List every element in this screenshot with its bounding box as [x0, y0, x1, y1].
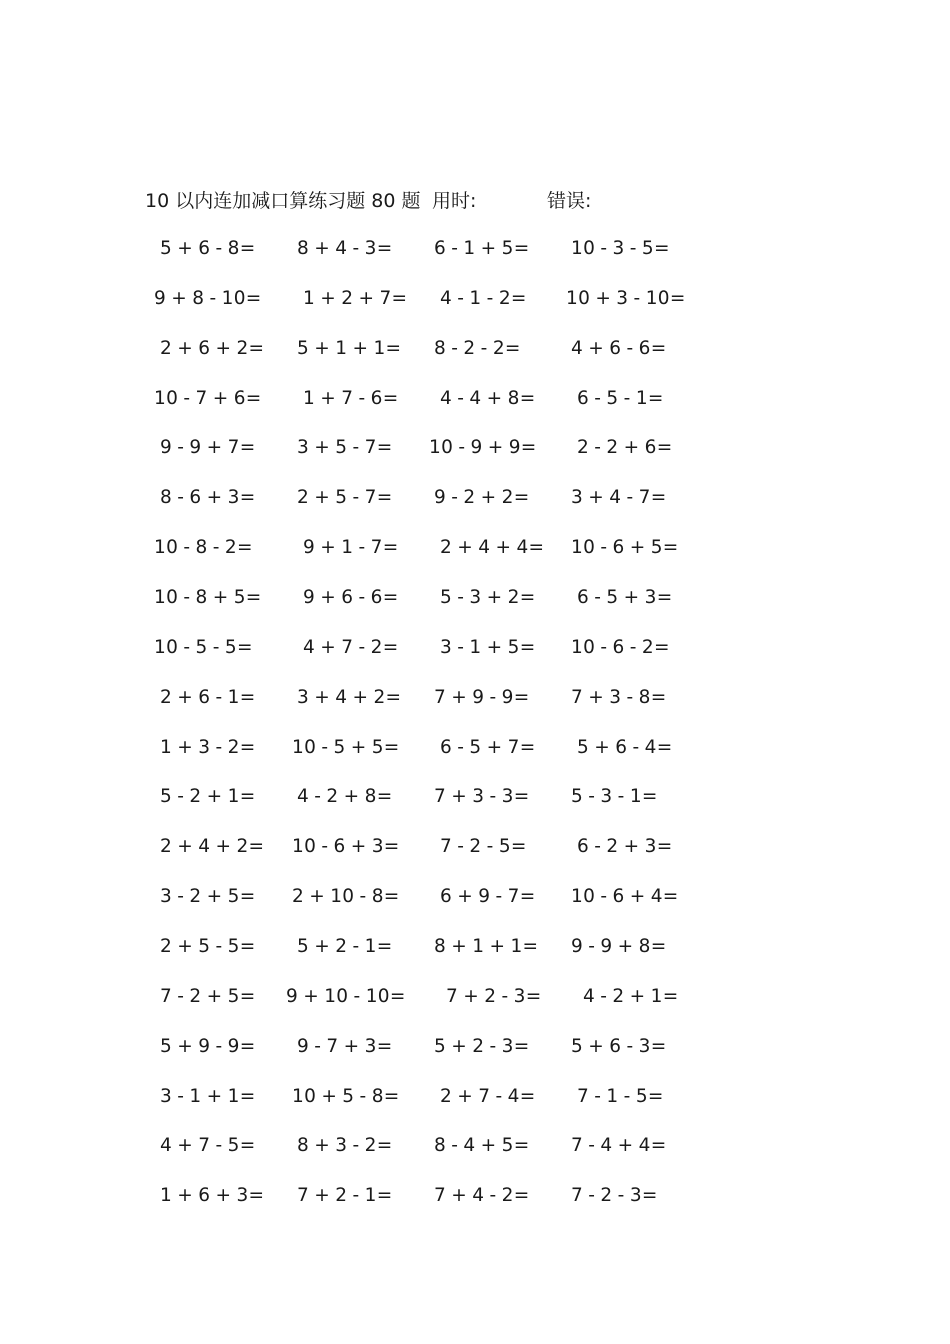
problem-r15-c4: 9 - 9 + 8=	[571, 935, 667, 957]
problem-r4-c3: 4 - 4 + 8=	[440, 387, 536, 409]
problem-r6-c3: 9 - 2 + 2=	[434, 487, 530, 509]
problem-r19-c3: 8 - 4 + 5=	[434, 1135, 530, 1157]
problem-r3-c4: 4 + 6 - 6=	[571, 337, 667, 359]
problem-r11-c2: 10 - 5 + 5=	[292, 736, 400, 758]
problem-r4-c2: 1 + 7 - 6=	[303, 387, 399, 409]
problem-r7-c3: 2 + 4 + 4=	[440, 537, 545, 559]
problem-r5-c3: 10 - 9 + 9=	[429, 437, 537, 459]
problem-r12-c4: 5 - 3 - 1=	[571, 786, 658, 808]
problem-r18-c4: 7 - 1 - 5=	[577, 1085, 664, 1107]
problem-r6-c2: 2 + 5 - 7=	[297, 487, 393, 509]
problem-r12-c2: 4 - 2 + 8=	[297, 786, 393, 808]
problem-r12-c1: 5 - 2 + 1=	[160, 786, 256, 808]
problem-r11-c3: 6 - 5 + 7=	[440, 736, 536, 758]
time-label: 用时:	[432, 190, 477, 212]
problem-r10-c1: 2 + 6 - 1=	[160, 686, 256, 708]
problem-r1-c4: 10 - 3 - 5=	[571, 238, 670, 259]
problem-r20-c2: 7 + 2 - 1=	[297, 1185, 393, 1207]
problem-r19-c1: 4 + 7 - 5=	[160, 1135, 256, 1157]
problem-r10-c3: 7 + 9 - 9=	[434, 686, 530, 708]
worksheet-title: 10 以内连加减口算练习题 80 题	[145, 190, 421, 212]
problem-r9-c3: 3 - 1 + 5=	[440, 636, 536, 658]
problem-r17-c1: 5 + 9 - 9=	[160, 1035, 256, 1057]
problem-r16-c4: 4 - 2 + 1=	[583, 985, 679, 1007]
problem-r13-c4: 6 - 2 + 3=	[577, 836, 673, 858]
problem-r19-c2: 8 + 3 - 2=	[297, 1135, 393, 1157]
problem-r3-c2: 5 + 1 + 1=	[297, 337, 402, 359]
problem-r18-c1: 3 - 1 + 1=	[160, 1085, 256, 1107]
problem-r7-c1: 10 - 8 - 2=	[154, 537, 253, 559]
problem-r8-c4: 6 - 5 + 3=	[577, 587, 673, 608]
problem-r16-c3: 7 + 2 - 3=	[446, 985, 542, 1007]
problem-r20-c3: 7 + 4 - 2=	[434, 1185, 530, 1207]
problem-r5-c1: 9 - 9 + 7=	[160, 437, 256, 459]
problem-r18-c3: 2 + 7 - 4=	[440, 1085, 536, 1107]
problem-r17-c3: 5 + 2 - 3=	[434, 1035, 530, 1057]
problem-r12-c3: 7 + 3 - 3=	[434, 786, 530, 808]
problem-r7-c4: 10 - 6 + 5=	[571, 537, 679, 559]
problem-r11-c4: 5 + 6 - 4=	[577, 736, 673, 758]
problem-r17-c2: 9 - 7 + 3=	[297, 1035, 393, 1057]
problem-r8-c2: 9 + 6 - 6=	[303, 587, 399, 608]
problem-r2-c1: 9 + 8 - 10=	[154, 287, 262, 309]
problem-r7-c2: 9 + 1 - 7=	[303, 537, 399, 559]
problem-r19-c4: 7 - 4 + 4=	[571, 1135, 667, 1157]
problem-r8-c1: 10 - 8 + 5=	[154, 587, 262, 608]
problem-r9-c1: 10 - 5 - 5=	[154, 636, 253, 658]
problem-r3-c3: 8 - 2 - 2=	[434, 337, 521, 359]
problem-r16-c2: 9 + 10 - 10=	[286, 985, 406, 1007]
problem-r14-c4: 10 - 6 + 4=	[571, 886, 679, 908]
problem-r15-c2: 5 + 2 - 1=	[297, 935, 393, 957]
problem-r2-c3: 4 - 1 - 2=	[440, 287, 527, 309]
problem-r5-c4: 2 - 2 + 6=	[577, 437, 673, 459]
problem-r17-c4: 5 + 6 - 3=	[571, 1035, 667, 1057]
problem-r4-c4: 6 - 5 - 1=	[577, 387, 664, 409]
problem-r13-c2: 10 - 6 + 3=	[292, 836, 400, 858]
problem-r9-c4: 10 - 6 - 2=	[571, 636, 670, 658]
problem-r10-c2: 3 + 4 + 2=	[297, 686, 402, 708]
problem-r15-c1: 2 + 5 - 5=	[160, 935, 256, 957]
problem-r1-c2: 8 + 4 - 3=	[297, 238, 393, 259]
problem-r13-c1: 2 + 4 + 2=	[160, 836, 265, 858]
problem-r16-c1: 7 - 2 + 5=	[160, 985, 256, 1007]
problem-r15-c3: 8 + 1 + 1=	[434, 935, 539, 957]
problem-r1-c3: 6 - 1 + 5=	[434, 238, 530, 259]
problem-r5-c2: 3 + 5 - 7=	[297, 437, 393, 459]
problem-r9-c2: 4 + 7 - 2=	[303, 636, 399, 658]
errors-label: 错误:	[547, 190, 592, 212]
problem-r20-c1: 1 + 6 + 3=	[160, 1185, 265, 1207]
problem-r11-c1: 1 + 3 - 2=	[160, 736, 256, 758]
problem-r13-c3: 7 - 2 - 5=	[440, 836, 527, 858]
problem-r4-c1: 10 - 7 + 6=	[154, 387, 262, 409]
problem-r14-c3: 6 + 9 - 7=	[440, 886, 536, 908]
problem-r6-c1: 8 - 6 + 3=	[160, 487, 256, 509]
problem-r18-c2: 10 + 5 - 8=	[292, 1085, 400, 1107]
problem-r14-c1: 3 - 2 + 5=	[160, 886, 256, 908]
problem-r14-c2: 2 + 10 - 8=	[292, 886, 400, 908]
problem-r8-c3: 5 - 3 + 2=	[440, 587, 536, 608]
problem-r6-c4: 3 + 4 - 7=	[571, 487, 667, 509]
problem-r10-c4: 7 + 3 - 8=	[571, 686, 667, 708]
problem-r2-c4: 10 + 3 - 10=	[566, 287, 686, 309]
problem-r1-c1: 5 + 6 - 8=	[160, 238, 256, 259]
problem-r2-c2: 1 + 2 + 7=	[303, 287, 408, 309]
problem-r3-c1: 2 + 6 + 2=	[160, 337, 265, 359]
problem-r20-c4: 7 - 2 - 3=	[571, 1185, 658, 1207]
